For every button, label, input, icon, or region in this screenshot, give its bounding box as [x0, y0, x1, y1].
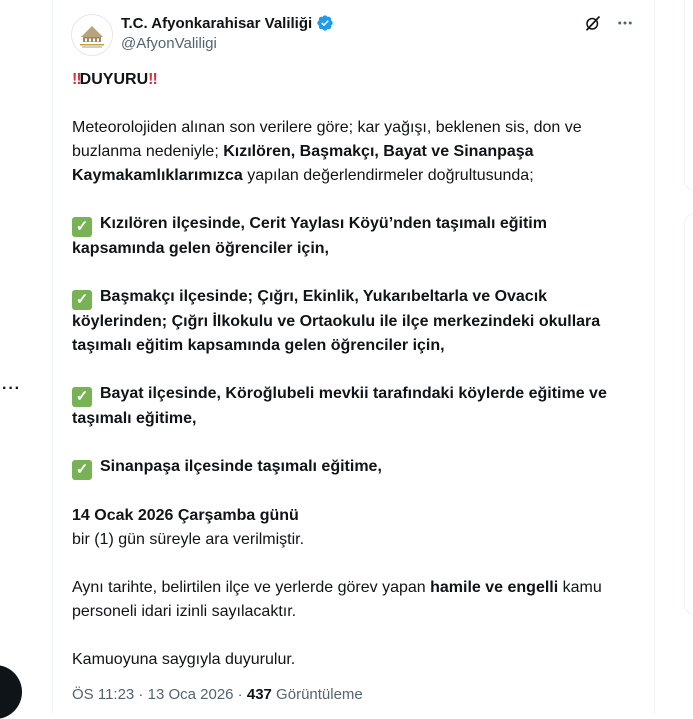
list-item — [72, 285, 642, 358]
avatar[interactable] — [71, 14, 113, 56]
post-header — [71, 12, 644, 56]
double-exclamation-icon: ‼ — [72, 71, 80, 88]
date-line: 14 Ocak 2026 Çarşamba günü — [72, 507, 299, 524]
author-handle[interactable]: @AfyonValiligi — [121, 35, 217, 52]
list-item — [72, 455, 642, 480]
list-item — [72, 212, 642, 261]
grok-icon[interactable] — [584, 14, 602, 32]
author-display-name[interactable]: T.C. Afyonkarahisar Valiliği — [121, 14, 313, 32]
post-date[interactable]: 13 Oca 2026 — [147, 686, 234, 703]
left-nav-column — [0, 0, 52, 714]
post-meta — [72, 686, 363, 703]
list-item-text: Kızılören ilçesinde, Cerit Yaylası Köyü’nden taşımalı eğitim kapsamında gelen öğrenciler için, — [72, 215, 547, 257]
verified-badge-icon — [316, 14, 334, 32]
list-item-text: Sinanpaşa ilçesinde taşımalı eğitime, — [100, 458, 382, 475]
post-text — [72, 68, 642, 672]
list-item-text: Bayat ilçesinde, Köroğlubeli mevkii tarafındaki köylerde eğitime ve taşımalı eğitime, — [72, 385, 607, 427]
author-name-row — [121, 14, 334, 32]
intro-text-end: yapılan değerlendirmeler doğrultusunda; — [242, 167, 534, 184]
check-mark-icon: ✓ — [72, 387, 92, 407]
sidebar-card — [684, 0, 693, 191]
meta-separator: · — [134, 686, 148, 703]
personnel-text-end: kamu personeli idari izinli sayılacaktır. — [72, 579, 602, 620]
meta-separator: · — [233, 686, 247, 703]
list-item-text: Başmakçı ilçesinde; Çığrı, Ekinlik, Yukarıbeltarla ve Ovacık köylerinden; Çığrı İlkokulu ve Ortaokulu ile ilçe merkezindeki okullara taşımalı eğitim kapsamında gelen öğrenciler için, — [72, 288, 601, 354]
intro-text: Meteorolojiden alınan son verilere göre; kar yağışı, beklenen sis, don ve buzlanma nedeniyle; — [72, 119, 582, 160]
headline-text: DUYURU — [79, 71, 149, 88]
personnel-text: Aynı tarihte, belirtilen ilçe ve yerlerde görev yapan — [72, 579, 431, 596]
more-icon[interactable] — [616, 14, 634, 32]
closing-line: Kamuoyuna saygıyla duyurulur. — [72, 651, 296, 668]
right-sidebar — [655, 0, 693, 714]
intro-paragraph — [72, 116, 642, 188]
double-exclamation-icon: ‼ — [148, 71, 156, 88]
post-header-actions — [584, 14, 634, 32]
account-menu-avatar[interactable] — [0, 665, 22, 719]
duration-line: bir (1) gün süreyle ara verilmiştir. — [72, 531, 305, 548]
more-options-icon[interactable]: ··· — [2, 380, 21, 397]
sidebar-card — [684, 213, 693, 615]
list-item — [72, 382, 642, 431]
post — [53, 0, 654, 714]
views-count[interactable]: 437 — [246, 686, 272, 703]
post-headline — [72, 68, 642, 92]
check-mark-icon: ✓ — [72, 290, 92, 310]
personnel-paragraph — [72, 576, 642, 624]
post-time[interactable]: ÖS 11:23 — [72, 686, 135, 703]
intro-bold-text: Kızılören, Başmakçı, Bayat ve Sinanpaşa Kaymakamlıklarımızca — [72, 143, 534, 184]
check-mark-icon: ✓ — [72, 217, 92, 237]
views-label: Görüntüleme — [271, 686, 363, 703]
governorship-logo-icon — [72, 15, 112, 55]
personnel-bold-text: hamile ve engelli — [430, 579, 559, 596]
check-mark-icon: ✓ — [72, 460, 92, 480]
